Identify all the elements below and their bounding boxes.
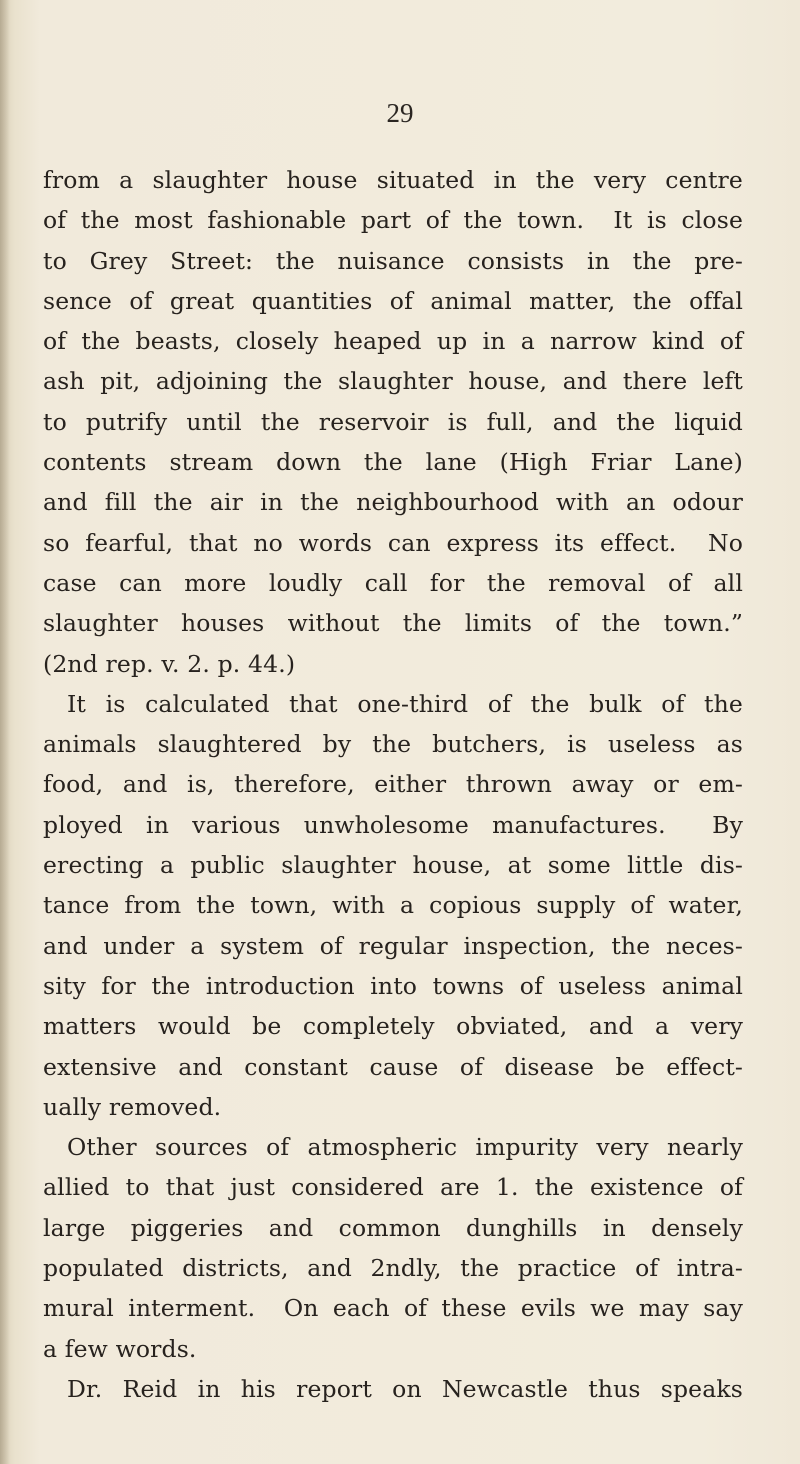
text-line: populated districts, and 2ndly, the practice of intra- [43,1254,743,1283]
text-line: contents stream down the lane (High Friar Lane) [43,448,743,477]
text-line: Other sources of atmospheric impurity very nearly [67,1133,743,1162]
text-line: of the beasts, closely heaped up in a narrow kind of [43,327,743,356]
text-line: of the most fashionable part of the town. It is close [43,206,743,235]
page-number: 29 [386,98,414,128]
text-line: ployed in various unwholesome manufactures. By [43,810,743,839]
text-line: and under a system of regular inspection, the neces- [43,931,743,960]
text-line: (2nd rep. v. 2. p. 44.) [43,649,296,678]
text-line: slaughter houses without the limits of the town.” [43,609,743,638]
text-line: animals slaughtered by the butchers, is useless as [43,730,743,759]
text-line: sence of great quantities of animal matter, the offal [43,286,743,315]
text-line: a few words. [43,1334,197,1363]
text-line: sity for the introduction into towns of useless animal [43,971,743,1000]
body-text [43,160,743,1409]
text-line: to Grey Street: the nuisance consists in the pre- [43,246,743,275]
text-line: to putrify until the reservoir is full, and the liquid [43,407,743,436]
text-line: mural interment. On each of these evils we may say [43,1294,743,1323]
text-line: food, and is, therefore, either thrown away or em- [43,770,743,799]
text-line: case can more loudly call for the removal of all [43,568,743,597]
text-line: erecting a public slaughter house, at some little dis- [43,851,743,880]
text-line: from a slaughter house situated in the very centre [43,166,743,194]
text-line: Dr. Reid in his report on Newcastle thus speaks [67,1374,743,1403]
text-line: ash pit, adjoining the slaughter house, and there left [43,367,743,396]
text-line: It is calculated that one-third of the bulk of the [67,689,743,718]
text-line: large piggeries and common dunghills in densely [43,1213,743,1242]
text-line: so fearful, that no words can express its effect. No [43,528,743,557]
text-line: ually removed. [43,1092,222,1121]
text-line: allied to that just considered are 1. the existence of [43,1173,743,1202]
text-line: and fill the air in the neighbourhood with an odour [43,488,743,517]
text-line: extensive and constant cause of disease be effect- [43,1052,743,1081]
text-line: matters would be completely obviated, and a very [43,1012,743,1041]
text-line: tance from the town, with a copious supply of water, [43,891,743,920]
binding-shadow [0,0,10,1464]
